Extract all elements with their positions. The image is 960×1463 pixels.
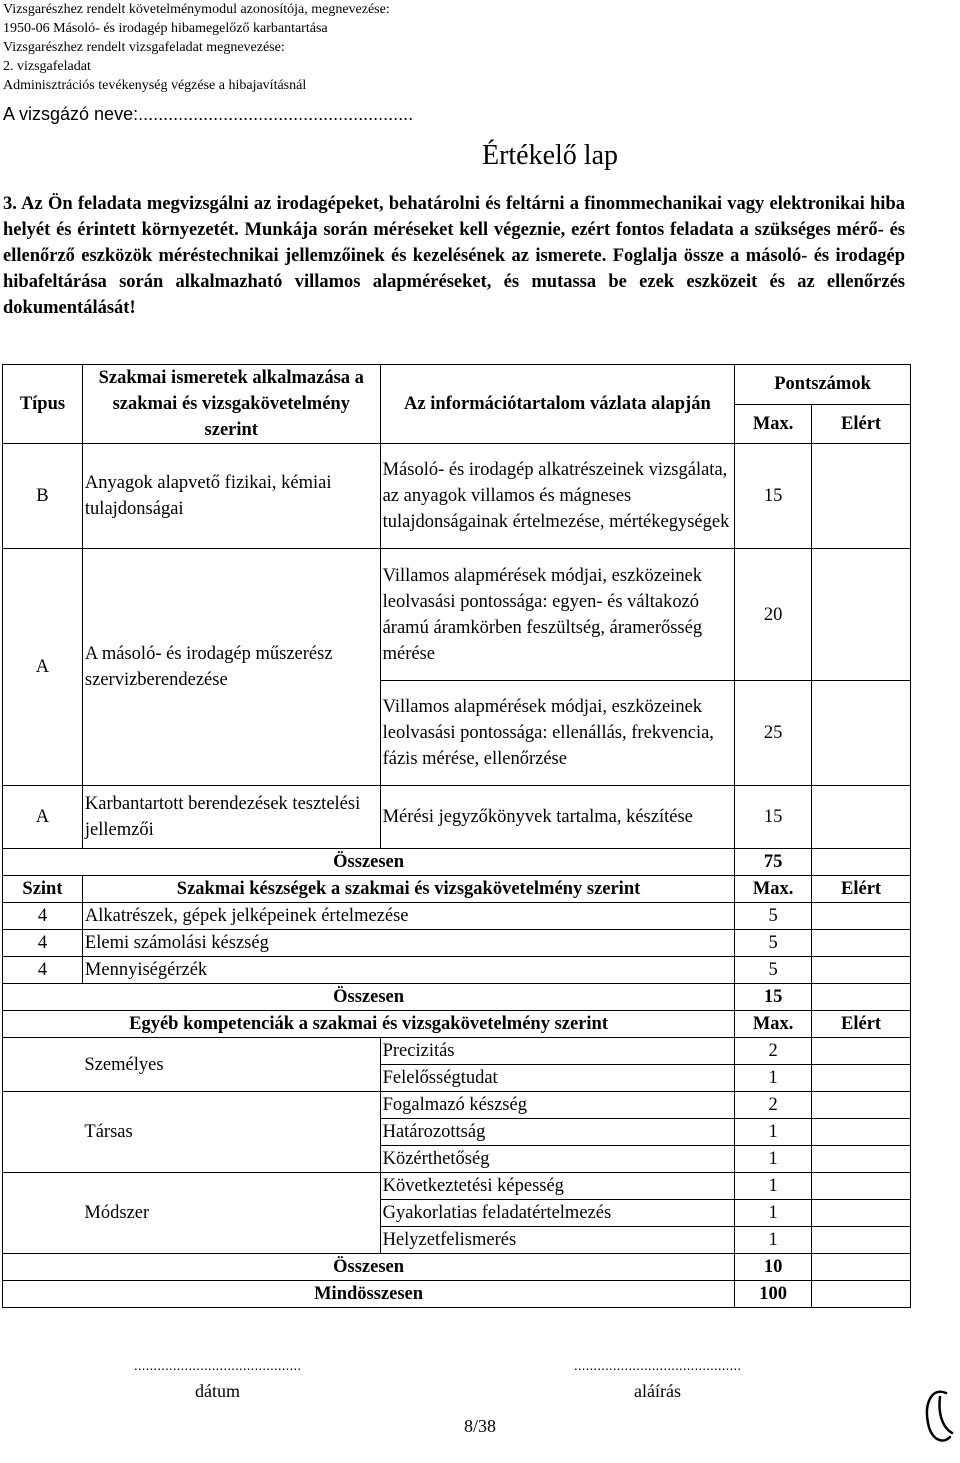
signature-label: aláírás [634,1381,681,1401]
competency-cell: Gyakorlatias feladatértelmezés [380,1200,735,1227]
knowledge-cell: Anyagok alapvető fizikai, kémiai tulajdonságai [82,444,380,549]
header-line: Vizsgarészhez rendelt vizsgafeladat megnevezése: [3,40,285,55]
header-points: Pontszámok [735,365,911,405]
header-outline: Az információtartalom vázlata alapján [380,365,735,444]
total-value: 10 [735,1254,812,1281]
level-cell: 4 [3,957,83,984]
date-label: dátum [195,1381,240,1401]
header-type: Típus [3,365,83,444]
table-row [3,930,911,957]
achieved-cell[interactable] [812,549,911,681]
achieved-cell[interactable] [812,1200,911,1227]
skills-header-row [3,876,911,903]
max-cell: 2 [735,1038,812,1065]
page-title: Értékelő lap [481,140,619,171]
max-cell: 1 [735,1065,812,1092]
competency-cell: Helyzetfelismerés [380,1227,735,1254]
competency-cell: Közérthetőség [380,1146,735,1173]
max-cell: 1 [735,1173,812,1200]
knowledge-cell: Karbantartott berendezések tesztelési jellemzői [82,786,380,849]
skill-cell: Alkatrészek, gépek jelképeinek értelmezése [82,903,734,930]
header-line: 2. vizsgafeladat [3,59,91,74]
initials-scribble-icon [918,1385,958,1455]
max-cell: 1 [735,1227,812,1254]
header-max: Max. [735,404,812,444]
other-header-title: Egyéb kompetenciák a szakmai és vizsgakövetelmény szerint [3,1011,735,1038]
type-cell: A [3,549,83,786]
skill-cell: Elemi számolási készség [82,930,734,957]
competency-cell: Következtetési képesség [380,1173,735,1200]
level-cell: 4 [3,930,83,957]
table-row [3,444,911,549]
page-number: 8/38 [463,1416,496,1436]
outline-cell: Villamos alapmérések módjai, eszközeinek leolvasási pontossága: egyen- és váltakozó áramú áramkörben feszültség, áramerősség mérése [380,549,735,681]
header-line: Adminisztrációs tevékenység végzése a hibajavításnál [3,78,307,93]
type-cell: A [3,786,83,849]
table-row [3,1173,911,1200]
outline-cell: Villamos alapmérések módjai, eszközeinek leolvasási pontossága: ellenállás, frekvencia, fázis mérése, ellenőrzése [380,681,735,786]
other-header-max: Max. [735,1011,812,1038]
achieved-cell[interactable] [812,786,911,849]
achieved-cell[interactable] [812,903,911,930]
grand-total-row [3,1281,911,1308]
evaluation-table [2,364,911,1308]
achieved-cell[interactable] [812,1092,911,1119]
max-cell: 5 [735,903,812,930]
document-header [3,0,390,95]
group-cell: Módszer [82,1173,380,1254]
other-header-achieved: Elért [812,1011,911,1038]
header-knowledge: Szakmai ismeretek alkalmazása a szakmai és vizsgakövetelmény szerint [82,365,380,444]
skills-header-achieved: Elért [812,876,911,903]
total-row [3,1254,911,1281]
grand-total-label: Mindösszesen [3,1281,735,1308]
date-line[interactable]: ........................................... [133,1357,302,1373]
signature-line[interactable]: ........................................... [573,1357,742,1373]
achieved-cell[interactable] [812,1065,911,1092]
total-row [3,984,911,1011]
skill-cell: Mennyiségérzék [82,957,734,984]
skills-header-title: Szakmai készségek a szakmai és vizsgakövetelmény szerint [82,876,734,903]
achieved-cell[interactable] [812,849,911,876]
max-cell: 2 [735,1092,812,1119]
competency-cell: Fogalmazó készség [380,1092,735,1119]
competency-cell: Határozottság [380,1119,735,1146]
outline-cell: Mérési jegyzőkönyvek tartalma, készítése [380,786,735,849]
table-row [3,903,911,930]
header-line: Vizsgarészhez rendelt követelménymodul azonosítója, megnevezése: [3,2,390,17]
table-row [3,1092,911,1119]
total-label: Összesen [3,984,735,1011]
achieved-cell[interactable] [812,930,911,957]
total-row [3,849,911,876]
examinee-name-field: A vizsgázó neve:....................................................... [3,104,414,124]
max-cell: 5 [735,930,812,957]
max-cell: 1 [735,1200,812,1227]
header-achieved: Elért [812,404,911,444]
max-cell: 15 [735,444,812,549]
achieved-cell[interactable] [812,957,911,984]
outline-cell: Másoló- és irodagép alkatrészeinek vizsgálata, az anyagok villamos és mágneses tulajdonságainak értelmezése, mértékegységek [380,444,735,549]
skills-header-max: Max. [735,876,812,903]
achieved-cell[interactable] [812,681,911,786]
max-cell: 20 [735,549,812,681]
signature-block [525,1352,790,1404]
task-description: 3. Az Ön feladata megvizsgálni az irodagépeket, behatárolni és feltárni a finommechanikai vagy elektronikai hiba helyét és érintett környezetét. Munkája során méréseket kell végeznie, ezért fontos feladata a szükséges mérő- és ellenőrző eszközök méréstechnikai jellemzőinek és kezelésének az ismerete. Foglalja össze a másoló- és irodagép hibafeltárása során alkalmazható villamos alapméréseket, és mutassa be ezek eszközeit és az ellenőrzés dokumentálását! [3,194,905,318]
achieved-cell[interactable] [812,1146,911,1173]
skills-header-level: Szint [3,876,83,903]
achieved-cell[interactable] [812,1281,911,1308]
achieved-cell[interactable] [812,1119,911,1146]
achieved-cell[interactable] [812,1173,911,1200]
date-signature-block [85,1352,350,1404]
achieved-cell[interactable] [812,444,911,549]
table-row [3,1038,911,1065]
competency-cell: Felelősségtudat [380,1065,735,1092]
grand-total-value: 100 [735,1281,812,1308]
achieved-cell[interactable] [812,984,911,1011]
table-row [3,549,911,681]
total-value: 75 [735,849,812,876]
achieved-cell[interactable] [812,1038,911,1065]
type-cell: B [3,444,83,549]
total-label: Összesen [3,849,735,876]
header-line: 1950-06 Másoló- és irodagép hibamegelőző karbantartása [3,21,328,36]
max-cell: 15 [735,786,812,849]
total-value: 15 [735,984,812,1011]
max-cell: 1 [735,1119,812,1146]
other-header-row [3,1011,911,1038]
competency-cell: Precizitás [380,1038,735,1065]
total-label: Összesen [3,1254,735,1281]
table-row [3,957,911,984]
achieved-cell[interactable] [812,1254,911,1281]
group-cell: Személyes [82,1038,380,1092]
knowledge-cell: A másoló- és irodagép műszerész szervizberendezése [82,549,380,786]
level-cell: 4 [3,903,83,930]
max-cell: 1 [735,1146,812,1173]
table-row [3,786,911,849]
group-cell: Társas [82,1092,380,1173]
max-cell: 25 [735,681,812,786]
achieved-cell[interactable] [812,1227,911,1254]
max-cell: 5 [735,957,812,984]
